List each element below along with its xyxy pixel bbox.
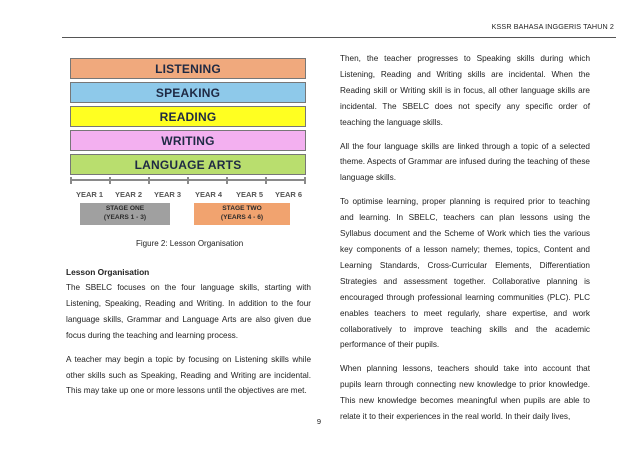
header-rule bbox=[62, 37, 616, 38]
figure-caption: Figure 2: Lesson Organisation bbox=[136, 239, 244, 248]
year-label: YEAR 5 bbox=[236, 190, 264, 199]
stage-one-range: (YEARS 1 - 3) bbox=[103, 213, 147, 221]
year-label: YEAR 1 bbox=[76, 190, 104, 199]
paragraph: To optimise learning, proper planning is required prior to teaching and learning. In SBELC, teachers can plan lessons using the Syllabus document and the Scheme of Work which ties the various key components of a lesson namely; themes, topics, Content and Learning Standards, Cross-Curricular Elements, Differentiation Strategies and assessment together. Collaborative planning is encouraged through professional learning communities (PLC). PLC enables teachers to meet regularly, share expertise, and work collaboratively to improve teaching skills and the academic performance of their pupils. bbox=[340, 197, 590, 350]
running-header: KSSR BAHASA INGGERIS TAHUN 2 bbox=[491, 22, 614, 31]
timeline-tick bbox=[109, 177, 111, 184]
timeline-tick bbox=[304, 177, 306, 184]
paragraph: All the four language skills are linked through a topic of a selected theme. Aspects of Grammar are infused during the teaching of these language skills. bbox=[340, 141, 590, 183]
timeline-tick bbox=[226, 177, 228, 184]
paragraph: When planning lessons, teachers should take into account that pupils learn through connecting new knowledge to prior knowledge. This new knowledge becomes meaningful when pupils are able to relate it to their experiences in the real world. In their daily lives, bbox=[340, 364, 590, 422]
band-speaking: SPEAKING bbox=[70, 82, 306, 103]
band-listening: LISTENING bbox=[70, 58, 306, 79]
stage-two-box bbox=[194, 203, 290, 225]
stage-two-name: STAGE TWO bbox=[222, 205, 262, 212]
timeline-tick bbox=[148, 177, 150, 184]
band-writing: WRITING bbox=[70, 130, 306, 151]
paragraph: Then, the teacher progresses to Speaking skills during which Listening, Reading and Writing skills are incidental. When the Reading skill or Writing skill is in focus, all other language skills are incidental. The SBELC does not specify any specific order of teaching the language skills. bbox=[340, 54, 590, 127]
year-label: YEAR 6 bbox=[275, 190, 303, 199]
left-column bbox=[66, 266, 311, 399]
lesson-organisation-figure bbox=[68, 52, 310, 237]
stage-two-range: (YEARS 4 - 6) bbox=[220, 213, 264, 221]
timeline-tick bbox=[265, 177, 267, 184]
paragraph: A teacher may begin a topic by focusing on Listening skills while other skills such as Speaking, Reading and Writing are incidental. This may take up one or more lessons until the objectives are met. bbox=[66, 354, 311, 396]
timeline-tick bbox=[70, 177, 72, 184]
band-language-arts: LANGUAGE ARTS bbox=[70, 154, 306, 175]
paragraph: The SBELC focuses on the four language skills, starting with Listening, Speaking, Reading and Writing. In addition to the four language skills, Grammar and Language Arts are also given due focus during the teaching and learning process. bbox=[66, 283, 311, 340]
timeline-tick bbox=[187, 177, 189, 184]
stage-one-box bbox=[80, 203, 170, 225]
stage-one-name: STAGE ONE bbox=[105, 205, 145, 212]
year-label: YEAR 3 bbox=[154, 190, 182, 199]
page-number: 9 bbox=[316, 417, 322, 426]
year-label: YEAR 4 bbox=[195, 190, 223, 199]
section-heading: Lesson Organisation bbox=[66, 267, 150, 277]
right-column bbox=[340, 51, 590, 425]
band-reading: READING bbox=[70, 106, 306, 127]
year-label: YEAR 2 bbox=[115, 190, 143, 199]
